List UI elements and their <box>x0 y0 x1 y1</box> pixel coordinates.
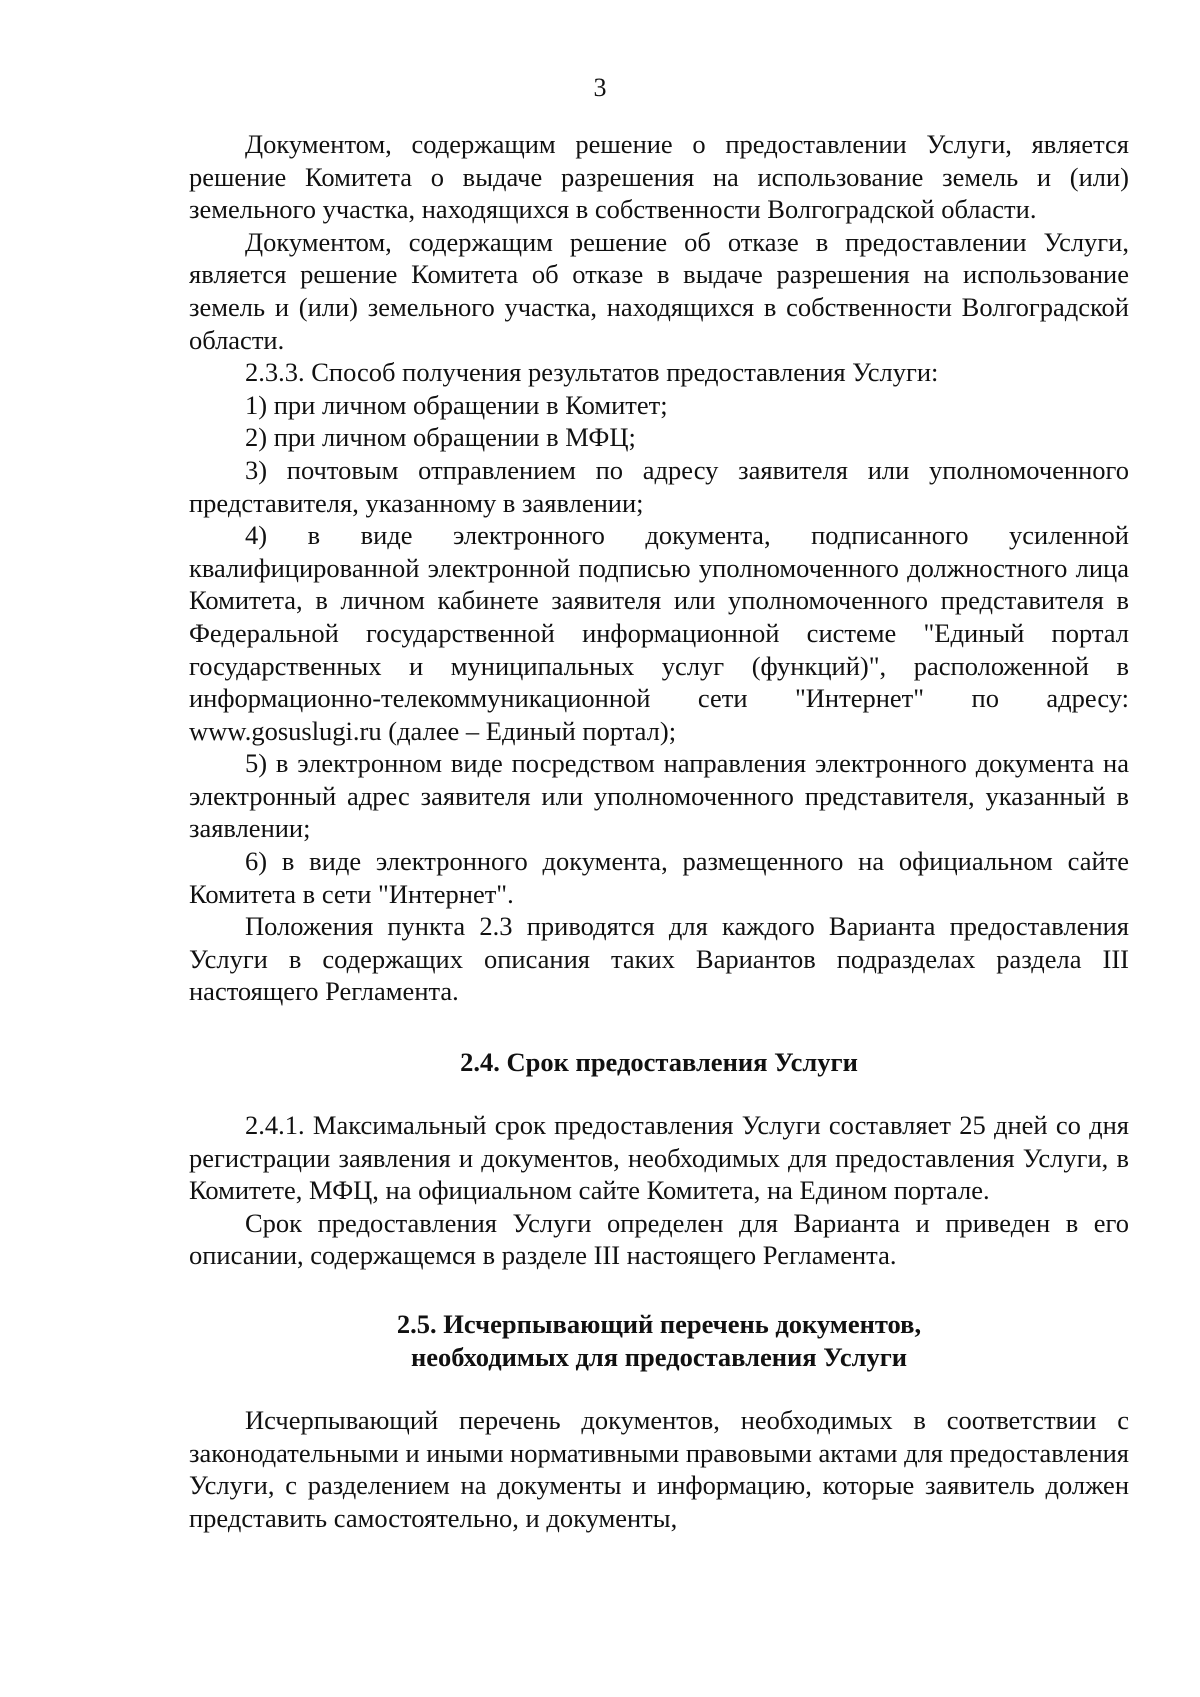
paragraph-exhaustive-list: Исчерпывающий перечень документов, необходимых в соответствии с законодательными и иными нормативными правовыми актами для предоставления Услуги, с разделением на документы и информацию, которые заявитель должен представить самостоятельно, и документы, <box>189 1405 1129 1533</box>
paragraph-term-variant: Срок предоставления Услуги определен для Варианта и приведен в его описании, содержащемся в разделе III настоящего Регламента. <box>189 1207 1129 1271</box>
list-item-3: 3) почтовым отправлением по адресу заявителя или уполномоченного представителя, указанному в заявлении; <box>189 454 1129 518</box>
paragraph-provisions-2-3: Положения пункта 2.3 приводятся для каждого Варианта предоставления Услуги в содержащих описания таких Вариантов подразделах раздела III настоящего Регламента. <box>189 911 1129 1007</box>
list-item-6: 6) в виде электронного документа, размещенного на официальном сайте Комитета в сети "Интернет". <box>189 846 1129 909</box>
paragraph-refusal-document: Документом, содержащим решение об отказе в предоставлении Услуги, является решение Комитета об отказе в выдаче разрешения на использование земель и (или) земельного участка, находящихся в собственности Волгоградской области. <box>189 226 1129 355</box>
paragraph-2-4-1: 2.4.1. Максимальный срок предоставления Услуги составляет 25 дней со дня регистрации заявления и документов, необходимых для предоставления Услуги, в Комитете, МФЦ, на официальном сайте Комитета, на Едином портале. <box>189 1110 1129 1206</box>
paragraph-2-3-3: 2.3.3. Способ получения результатов предоставления Услуги: <box>245 357 939 388</box>
document-body <box>189 128 1129 1534</box>
page-number: 3 <box>593 73 607 102</box>
section-heading-2-5 <box>189 1308 1129 1374</box>
list-item-4: 4) в виде электронного документа, подписанного усиленной квалифицированной электронной подписью уполномоченного должностного лица Комитета, в личном кабинете заявителя или уполномоченного представителя в Федеральной государственной информационной системе "Единый портал государственных и муниципальных услуг (функций)", расположенной в информационно-телекоммуникационной сети "Интернет" по адресу: www.gosuslugi.ru (далее – Единый портал); <box>189 520 1129 746</box>
list-item-2: 2) при личном обращении в МФЦ; <box>245 422 636 453</box>
list-item-1: 1) при личном обращении в Комитет; <box>245 389 668 420</box>
paragraph-decision-document: Документом, содержащим решение о предоставлении Услуги, является решение Комитета о выдаче разрешения на использование земель и (или) земельного участка, находящихся в собственности Волгоградской области. <box>189 129 1129 225</box>
section-heading-2-5-line-2: необходимых для предоставления Услуги <box>410 1342 908 1372</box>
section-heading-2-4: 2.4. Срок предоставления Услуги <box>460 1047 858 1078</box>
list-item-5: 5) в электронном виде посредством направления электронного документа на электронный адрес заявителя или уполномоченного представителя, указанный в заявлении; <box>189 748 1129 844</box>
section-heading-2-5-line-1: 2.5. Исчерпывающий перечень документов, <box>396 1309 922 1339</box>
